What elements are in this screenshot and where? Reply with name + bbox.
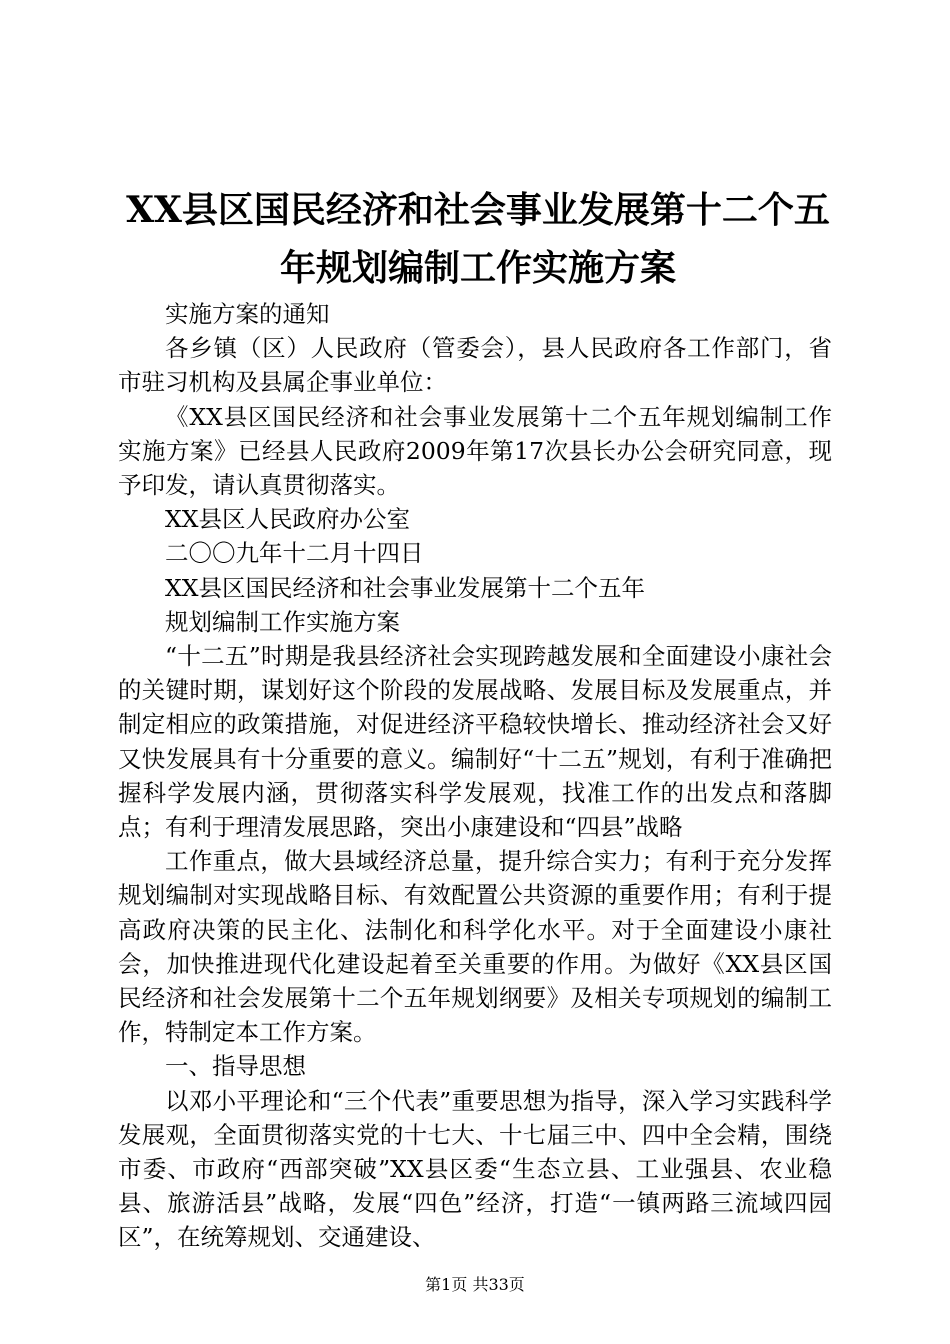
paragraph: XX县区人民政府办公室 [165, 505, 410, 534]
paragraph: 实施方案的通知 [165, 300, 330, 328]
paragraph: 一、指导思想 [165, 1052, 306, 1081]
paragraph: 规划编制工作实施方案 [165, 607, 400, 636]
paragraph: 《XX县区国民经济和社会事业发展第十二个五年规划编制工作实施方案》已经县人民政府2009年第17次县长办公会研究同意，现予印发，请认真贯彻落实。 [118, 402, 832, 500]
document-body [118, 297, 832, 1255]
paragraph: 二〇〇九年十二月十四日 [165, 539, 424, 568]
paragraph: 工作重点，做大县域经济总量，提升综合实力；有利于充分发挥规划编制对实现战略目标、有效配置公共资源的重要作用；有利于提高政府决策的民主化、法制化和科学化水平。对于全面建设小康社会，加快推进现代化建设起着至关重要的作用。为做好《XX县区国民经济和社会发展第十二个五年规划纲要》及相关专项规划的编制工作，特制定本工作方案。 [118, 847, 832, 1047]
paragraph: “十二五”时期是我县经济社会实现跨越发展和全面建设小康社会的关键时期，谋划好这个阶段的发展战略、发展目标及发展重点，并制定相应的政策措施，对促进经济平稳较快增长、推动经济社会又好又快发展具有十分重要的意义。编制好“十二五”规划，有利于准确把握科学发展内涵，贯彻落实科学发展观，找准工作的出发点和落脚点；有利于理清发展思路，突出小康建设和“四县”战略 [118, 642, 832, 842]
page-number-footer: 第1页 共33页 [425, 1275, 525, 1294]
paragraph: XX县区国民经济和社会事业发展第十二个五年 [165, 573, 645, 602]
document-title-line-1: XX县区国民经济和社会事业发展第十二个五 [126, 189, 830, 231]
document-title-line-2: 年规划编制工作实施方案 [279, 247, 676, 289]
paragraph: 各乡镇（区）人民政府（管委会），县人民政府各工作部门，省市驻习机构及县属企事业单位： [118, 334, 832, 397]
paragraph: 以邓小平理论和“三个代表”重要思想为指导，深入学习实践科学发展观，全面贯彻落实党的十七大、十七届三中、四中全会精，围绕市委、市政府“西部突破”XX县区委“生态立县、工业强县、农业稳县、旅游活县”战略，发展“四色”经济，打造“一镇两路三流域四园区”，在统筹规划、交通建设、 [118, 1086, 832, 1252]
